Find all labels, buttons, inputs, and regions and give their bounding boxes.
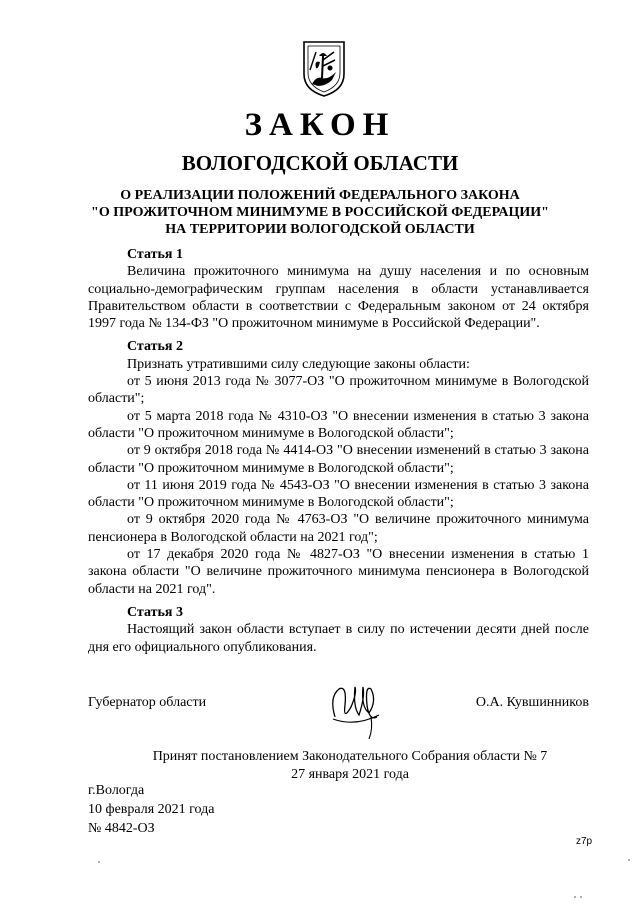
scan-dot [98, 861, 100, 863]
adoption-note [0, 748, 640, 784]
subtitle-line: НА ТЕРРИТОРИИ ВОЛОГОДСКОЙ ОБЛАСТИ [165, 222, 475, 237]
adoption-date: 27 января 2021 года [291, 767, 409, 782]
document-footer [88, 781, 215, 838]
footer-date: 10 февраля 2021 года [88, 802, 215, 817]
article-paragraph: от 9 октября 2018 года № 4414-ОЗ "О внесении изменений в статью 3 закона области "О прожиточном минимуме в Вологодской области"; [88, 443, 589, 476]
adoption-line: Принят постановлением Законодательного Собрания области № 7 [152, 749, 548, 764]
article-paragraph: от 5 марта 2018 года № 4310-ОЗ "О внесении изменения в статью 3 закона области "О прожиточном минимуме в Вологодской области"; [88, 408, 589, 441]
article-heading: Статья 1 [127, 247, 183, 262]
footer-number: № 4842-ОЗ [88, 821, 155, 836]
article-paragraph: Настоящий закон области вступает в силу по истечении десяти дней после дня его официального опубликования. [88, 622, 589, 655]
scan-dot [628, 859, 630, 861]
article-heading: Статья 2 [127, 339, 183, 355]
coat-of-arms-icon [302, 40, 346, 98]
handwritten-signature-icon [325, 677, 385, 742]
subtitle-line: "О ПРОЖИТОЧНОМ МИНИМУМЕ В РОССИЙСКОЙ ФЕДЕРАЦИИ" [91, 205, 549, 220]
document-body [88, 246, 589, 656]
subtitle-line: О РЕАЛИЗАЦИИ ПОЛОЖЕНИЙ ФЕДЕРАЛЬНОГО ЗАКОНА [120, 188, 520, 203]
document-subtitle [0, 187, 640, 238]
article-heading: Статья 3 [127, 604, 183, 620]
signer-position: Губернатор области [88, 695, 207, 710]
document-region: ВОЛОГОДСКОЙ ОБЛАСТИ [181, 151, 459, 175]
signer-name: О.А. Кувшинников [475, 695, 589, 710]
scan-dot [574, 896, 576, 898]
scan-dot [580, 896, 582, 898]
page-code: z7p [576, 836, 593, 847]
article-paragraph: от 5 июня 2013 года № 3077-ОЗ "О прожиточном минимуме в Вологодской области"; [88, 374, 589, 407]
article-paragraph: Признать утратившими силу следующие законы области: [127, 356, 470, 372]
article-paragraph: от 9 октября 2020 года № 4763-ОЗ "О величине прожиточного минимума пенсионера в Вологодской области на 2021 год"; [88, 512, 589, 545]
article-paragraph: Величина прожиточного минимума на душу населения и по основным социально-демографическим группам населения в области устанавливается Правительством области в соответствии с Федеральным законом от 24 октября 1997 года № 134-ФЗ "О прожиточном минимуме в Российской Федерации". [88, 264, 589, 332]
article-paragraph: от 11 июня 2019 года № 4543-ОЗ "О внесении изменения в статью 3 закона области "О прожиточном минимуме в Вологодской области"; [88, 477, 589, 511]
footer-city: г.Вологда [88, 783, 145, 798]
document-title: ЗАКОН [244, 107, 396, 143]
article-paragraph: от 17 декабря 2020 года № 4827-ОЗ "О внесении изменения в статью 1 закона области "О величине прожиточного минимума пенсионера в Вологодской области на 2021 год". [88, 547, 589, 597]
